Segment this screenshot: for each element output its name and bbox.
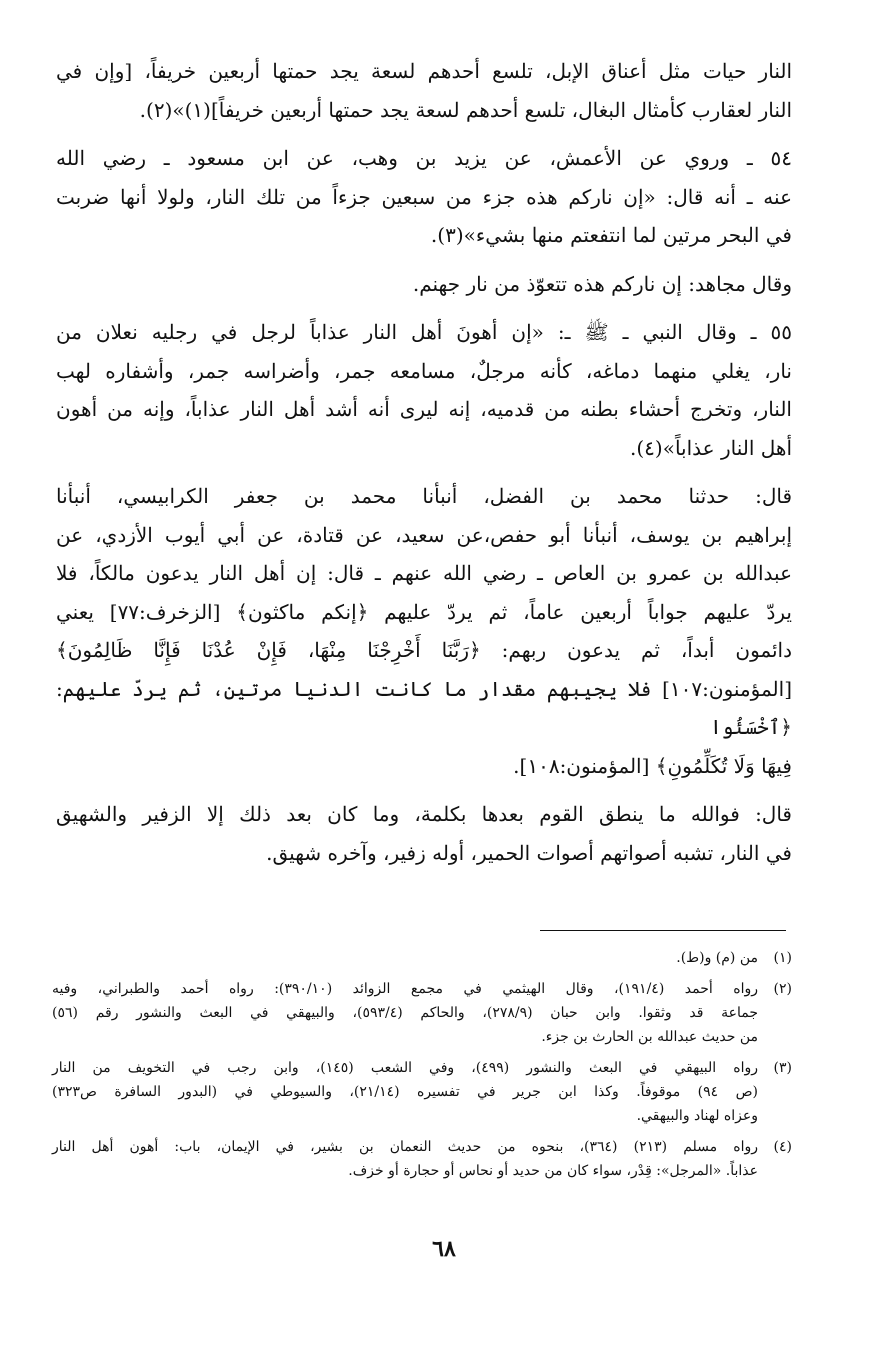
text-line: عبدالله بن عمرو بن العاص ـ رضي الله عنهم ـ قال: إن أهل النار يدعون مالكاً، فلا	[56, 561, 792, 585]
text-line: عنه ـ أنه قال: «إن ناركم هذه جزء من سبعين جزءاً من تلك النار، ولولا أنها ضربت	[56, 184, 792, 209]
paragraph-1	[56, 52, 792, 129]
footnote-2	[52, 977, 792, 1049]
paragraph-isnad	[56, 477, 792, 785]
text-line: النار حيات مثل أعناق الإبل، تلسع أحدهم لسعة يجد حمتها أربعين خريفاً، [وإن في	[56, 59, 792, 83]
text-line: أهل النار عذاباً»(٤).	[629, 435, 792, 460]
footnote-text	[52, 1135, 758, 1183]
text-line: [المؤمنون:١٠٧] فلا يجيبهم مقدار ما كانت الدنيا مرتين، ثم يردّ عليهم: ﴿ٱخْسَئُوا	[56, 676, 792, 739]
footnote-number: (٤)	[773, 1139, 792, 1155]
paragraph-mujahid	[56, 265, 792, 304]
paragraph-closing	[56, 795, 792, 872]
footnote-line: من حديث عبدالله بن الحارث بن جزء.	[541, 1029, 758, 1045]
footnote-text	[52, 1056, 758, 1128]
footnote-number: (١)	[773, 950, 792, 966]
footnote-line: (ص ٩٤) موقوفاً. وكذا ابن جرير في تفسيره (٢١/١٤)، والسيوطي في (البدور السافرة ص٣٢٣)	[52, 1084, 758, 1100]
text-line: ٥٥ ـ وقال النبي ـ ﷺ ـ: «إن أهونَ أهل النار عذاباً لرجل في رجليه نعلان من	[56, 320, 792, 344]
text-line: إبراهيم بن يوسف، أنبأنا أبو حفص،عن سعيد، عن قتادة، عن أبي أيوب الأزدي، عن	[56, 522, 792, 547]
text-line: في النار، تشبه أصواتهم أصوات الحمير، أوله زفير، وآخره شهيق.	[266, 840, 792, 865]
footnote-line: وعزاه لهناد والبيهقي.	[636, 1108, 758, 1124]
footnote-line: رواه البيهقي في البعث والنشور (٤٩٩)، وفي الشعب (١٤٥)، وابن رجب في التخويف من النار	[52, 1060, 759, 1076]
text-line: فِيهَا وَلَا تُكَلِّمُونِ﴾ [المؤمنون:١٠٨].	[513, 753, 792, 778]
text-line: نار، يغلي منهما دماغه، كأنه مرجلٌ، مسامعه جمر، وأضراسه جمر، وأشفاره لهب	[56, 358, 792, 383]
text-line: ٥٤ ـ وروي عن الأعمش، عن يزيد بن وهب، عن ابن مسعود ـ رضي الله	[56, 146, 792, 170]
footnote-line: من (م) و(ط).	[676, 950, 758, 966]
text-line: قال: حدثنا محمد بن الفضل، أنبأنا محمد بن جعفر الكرابيسي، أنبأنا	[56, 484, 792, 508]
text-line: النار لعقارب كأمثال البغال، تلسع أحدهم لسعة يجد حمتها أربعين خريفاً](١)»(٢).	[139, 97, 792, 122]
footnote-number: (٢)	[773, 981, 792, 997]
footnote-3	[52, 1056, 792, 1128]
text-line: النار، وتخرج أحشاء بطنه من قدميه، إنه ليرى أنه أشد أهل النار عذاباً، وإنه من أهون	[56, 397, 792, 421]
footnote-line: جماعة قد وثقوا. وابن حبان (٢٧٨/٩)، والحاكم (٥٩٣/٤)، والبيهقي في البعث والنشور رقم (٥٦)	[52, 1005, 758, 1021]
footnote-text	[52, 946, 758, 970]
footnote-line: رواه مسلم (٢١٣) (٣٦٤)، بنحوه من حديث النعمان بن بشير، في الإيمان، باب: أهون أهل النار	[52, 1139, 758, 1155]
footnote-number: (٣)	[773, 1060, 792, 1076]
text-line: قال: فوالله ما ينطق القوم بعدها بكلمة، وما كان بعد ذلك إلا الزفير والشهيق	[56, 802, 792, 826]
text-line: في البحر مرتين لما انتفعتم منها بشيء»(٣).	[430, 223, 792, 247]
footnote-line: رواه أحمد (١٩١/٤)، وقال الهيثمي في مجمع الزوائد (٣٩٠/١٠): رواه أحمد والطبراني، وفيه	[52, 981, 758, 997]
paragraph-54	[56, 139, 792, 255]
text-line: يردّ عليهم جواباً أربعين عاماً، ثم يردّ عليهم ﴿إنكم ماكثون﴾ [الزخرف:٧٧] يعني	[56, 599, 792, 624]
footnote-text	[52, 977, 758, 1049]
main-text	[56, 52, 792, 882]
footnote-divider	[540, 930, 786, 931]
paragraph-55	[56, 313, 792, 467]
footnote-4	[52, 1135, 792, 1183]
page-number: ٦٨	[432, 1236, 456, 1262]
text-line: دائمون أبداً، ثم يدعون ربهم: ﴿رَبَّنَا أَخْرِجْنَا مِنْهَا، فَإِنْ عُدْنَا فَإِنَّا ظَالِمُونَ﴾	[56, 638, 792, 662]
text-line: وقال مجاهد: إن ناركم هذه تتعوّذ من نار جهنم.	[412, 271, 792, 296]
footnotes	[52, 946, 792, 1190]
footnote-1	[52, 946, 792, 970]
footnote-line: عذاباً. «المرجل»: قِدْر، سواء كان من حديد أو نحاس أو حجارة أو خزف.	[348, 1163, 758, 1179]
